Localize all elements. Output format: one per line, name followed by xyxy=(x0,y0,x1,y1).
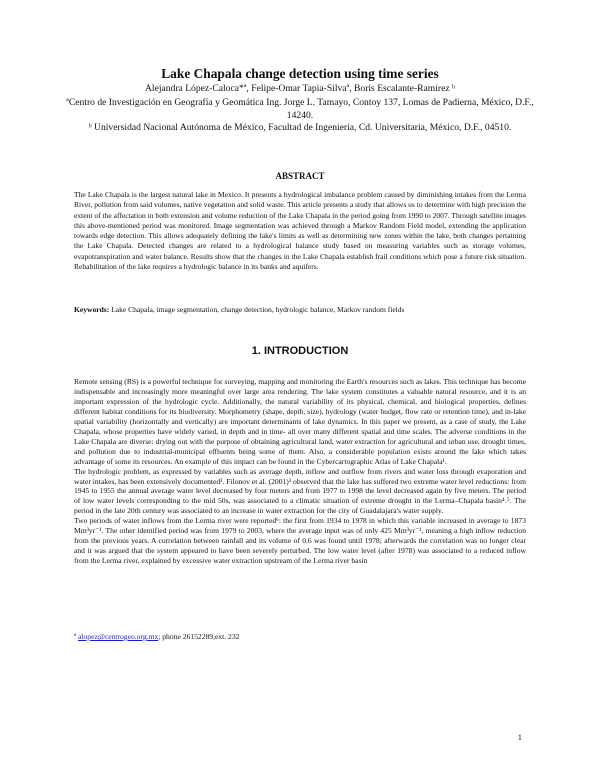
abstract-text: The Lake Chapala is the largest natural lake in Mexico. It presents a hydrological imbalance problem caused by diminishing intakes from the Lerma River, pollution from said volumes, native vegetation and solid waste. This article presents a study that allows us to determine with high precision the extent of the affectation in both extension and volume reduction of the Lake Chapala in the period going from 1990 to 2007. Through satellite images this above-mentioned period was monitored. Image segmentation was achieved through a Markov Random Field model, extending the application towards edge detection. This allows adequately defining the lake's limits as well as determining new zones within the lake, both changes pertaining the Lake Chapala. Detected changes are related to a hydrological balance study based on measuring variables such as storage volumes, evapotranspiration and water balance. Results show that the changes in the Lake Chapala establish frail conditions which pose a future risk situation. Rehabilitation of the lake requires a hydrologic balance in its banks and aquifers. xyxy=(74,190,526,272)
author-list: Alejandra López-Caloca*ª, Felipe-Omar Tapia-Silvaª, Boris Escalante-Ramírez ᵇ xyxy=(144,83,456,94)
footnote-email-link[interactable]: alopez@centrogeo.org.mx xyxy=(78,632,159,641)
paragraph: The hydrologic problem, as expressed by variables such as average depth, inflow and outflow from rivers and water loss through evaporation and water intakes, has been extensively documented². Filonov et al. (2001)³ observed that the lake has suffered two extreme water level reductions: from 1945 to 1955 the annual average water level decreased by four meters and from 1977 to 1998 the level decreased again by five meters. The period of low water levels corresponding to the mid 50s, was associated to a climatic situation of extreme drought in the Lerma–Chapala basin⁴˒⁵. The period in the late 20th century was associated to an increase in water extraction for the city of Guadalajara's water supply. xyxy=(74,466,526,516)
page-number: 1 xyxy=(517,732,522,742)
footnote xyxy=(74,632,526,642)
footnote-phone: ; phone 26152289,ext. 232 xyxy=(158,632,240,641)
affiliation-a: ªCentro de Investigación en Geografía y Geomática Ing. Jorge L. Tamayo, Contoy 137, Lomas de Padierna, México, D.F., 14240. xyxy=(66,97,534,121)
paragraph: Remote sensing (RS) is a powerful technique for surveying, mapping and monitoring the Earth's resources such as lakes. This technique has become indispensable and increasingly more meaningful over large area rendering. The lake system constitutes a valuable natural resource, and it is an important expression of the hydrologic cycle. Additionally, the natural variability of its physical, chemical, and biological properties, defines different habitat conditions for its biodiversity. Morphometry (shape, depth, size), hydrology (water budget, flow rate or retention time), and in-lake spatial variability (horizontally and vertically) are important determinants of lake dynamics. In this paper we present, as a case of study, the Lake Chapala, whose properties have widely varied, in depth and in time- all over many different spatial and time scales. The adverse conditions in the Lake Chapala are diverse: drying out with the purpose of obtaining agricultural land, water extraction for agricultural and urban use, drought times, and pollution due to industrial-municipal effluents being some of them. Also, a considerable population exists around the lake which takes advantage of some its resources. An example of this impact can be found in the Cybercartographic Atlas of Lake Chapala¹. xyxy=(74,377,526,466)
paragraph: Two periods of water inflows from the Lerma river were reported⁶: the first from 1934 to 1978 in which this variable increased in average to 1873 Mm³yr⁻¹. The other identified period was from 1979 to 2003, where the average input was of only 425 Mm³yr⁻¹, meaning a high inflow reduction from the previous years. A correlation between rainfall and its volume of 0.6 was found until 1978; afterwards the correlation was no longer clear and it was argued that the system appeared to have been severely perturbed. The low water level (after 1978) was associated to a reduced inflow from the Lerma river, explained by excessive water extraction upstream of the Lerma river basin xyxy=(74,516,526,566)
keywords xyxy=(74,305,526,315)
affiliation-b: ᵇ Universidad Nacional Autónoma de México, Facultad de Ingeniería, Cd. Universitaria, México, D.F., 04510. xyxy=(88,122,512,133)
abstract-heading: ABSTRACT xyxy=(275,171,325,181)
keywords-text: Lake Chapala, image segmentation, change detection, hydrologic balance, Markov random fields xyxy=(111,305,405,314)
introduction-body xyxy=(74,377,526,566)
section-heading-introduction: 1. INTRODUCTION xyxy=(251,345,349,357)
paper-title: Lake Chapala change detection using time series xyxy=(161,66,439,81)
footnote-marker: ª xyxy=(74,632,77,641)
keywords-label: Keywords: xyxy=(74,305,110,314)
